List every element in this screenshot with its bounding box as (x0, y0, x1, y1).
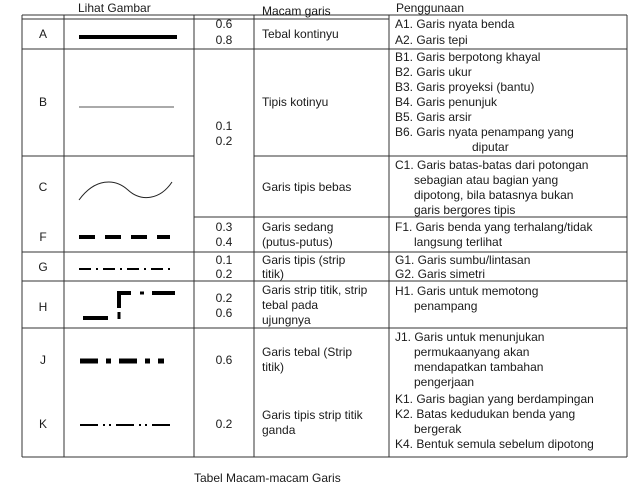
row-code: A (38, 27, 47, 41)
line-type: titik) (262, 267, 284, 281)
usage-line: langsung terlihat (414, 235, 503, 249)
row-code: F (39, 230, 47, 244)
thickness-value: 0.2 (215, 417, 233, 431)
usage-line: H1. Garis untuk memotong (395, 284, 539, 298)
line-type: tebal pada (262, 298, 319, 312)
thickness-value: 0.6 (215, 306, 233, 320)
usage-line: F1. Garis benda yang terhalang/tidak (395, 220, 593, 234)
header-type: Macam garis (262, 4, 331, 18)
table-caption: Tabel Macam-macam Garis (194, 471, 341, 485)
thickness-value: 0.4 (215, 235, 233, 249)
usage-line: permukaanyang akan (414, 345, 530, 359)
line-type: Garis tipis strip titik (262, 408, 363, 422)
thickness-value: 0.1 (215, 253, 233, 267)
thickness-value: 0.2 (215, 267, 233, 281)
usage-line: B3. Garis proyeksi (bantu) (395, 80, 535, 94)
sample-line-freehand (79, 182, 172, 200)
thickness-value: 0.8 (215, 33, 233, 47)
thickness-value: 0.2 (215, 291, 233, 305)
line-type: Garis sedang (262, 220, 334, 234)
usage-line: B4. Garis penunjuk (395, 95, 498, 109)
line-samples (79, 37, 177, 425)
usage-line: J1. Garis untuk menunjukan (395, 330, 545, 344)
thickness-value: 0.3 (215, 220, 233, 234)
thickness-value: 0.2 (215, 134, 233, 148)
usage-line: C1. Garis batas-batas dari potongan (395, 158, 589, 172)
row-code: H (38, 300, 48, 314)
row-code: C (38, 180, 48, 194)
usage-line: B1. Garis berpotong khayal (395, 50, 541, 64)
usage-line: sebagian atau bagian yang (414, 173, 559, 187)
usage-line: G1. Garis sumbu/lintasan (395, 253, 531, 267)
line-type: Tipis kotinyu (262, 95, 329, 109)
usage-line: A2. Garis tepi (395, 33, 468, 47)
usage-line: bergerak (414, 422, 462, 436)
line-type: Garis tebal (Strip (262, 345, 353, 359)
usage-line: A1. Garis nyata benda (395, 17, 515, 31)
usage-line: mendapatkan tambahan (414, 360, 544, 374)
usage-line: diputar (472, 140, 509, 154)
thickness-value: 0.6 (215, 17, 233, 31)
line-type: Garis strip titik, strip (262, 283, 368, 297)
usage-line: pengerjaan (414, 375, 475, 389)
usage-line: K1. Garis bagian yang berdampingan (395, 392, 594, 406)
usage-line: dipotong, bila batasnya bukan (414, 188, 574, 202)
usage-line: B2. Garis ukur (395, 65, 472, 79)
row-code: G (38, 260, 48, 274)
line-type: titik) (262, 360, 284, 374)
thickness-value: 0.1 (215, 119, 233, 133)
usage-line: K4. Bentuk semula sebelum dipotong (395, 437, 594, 451)
line-type: ujungnya (262, 313, 311, 327)
usage-line: B5. Garis arsir (395, 110, 472, 124)
usage-line: B6. Garis nyata penampang yang (395, 125, 574, 139)
usage-line: G2. Garis simetri (395, 267, 486, 281)
usage-line: garis bergores tipis (414, 203, 516, 217)
line-type: ganda (262, 423, 296, 437)
header-figure: Lihat Gambar (78, 1, 151, 15)
line-type: (putus-putus) (262, 235, 333, 249)
line-type: Garis tipis bebas (262, 180, 352, 194)
row-code: J (40, 353, 46, 367)
line-type: Tebal kontinyu (262, 27, 339, 41)
header-usage: Penggunaan (396, 1, 465, 15)
row-code: K (38, 417, 47, 431)
usage-line: K2. Batas kedudukan benda yang (395, 407, 576, 421)
usage-line: penampang (414, 299, 478, 313)
sample-line-section (83, 292, 175, 319)
line-type: Garis tipis (strip (262, 253, 346, 267)
thickness-value: 0.6 (215, 353, 233, 367)
row-code: B (38, 95, 47, 109)
